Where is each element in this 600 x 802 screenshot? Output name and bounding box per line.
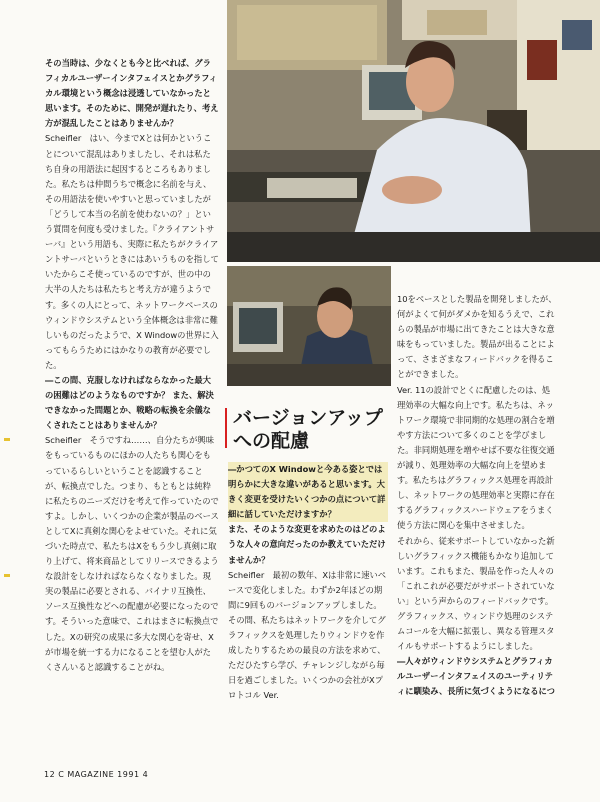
answer-text: はい、今までXとは何かということについて混乱はありましたし、それは私たち自身の用語法に起因するところもありました。私たちは仲間うちで概念に名前を与え、その用語法を使いやすいと思っていましたが「どうして本当の名前を使わないの？」という質問を何度も受けました。『クライアントサーバ』という用語も、実際に私たちがクライアントサーバというときにはあいうものを指していたからこそ使っているのですが、世の中の大半の人たちは私たちと考え方が違うようです。多くの人にとって、ネットワークベースのウィンドウシステムという全体概念は非常に難しいものだったようで、X Windowの世界に入ってもらうためにはかなりの教育が必要でした。 <box>45 133 219 370</box>
column-middle <box>228 462 388 704</box>
office-photo-illustration <box>227 0 600 262</box>
photo-interview-middle <box>227 266 391 386</box>
question-paragraph: また、そのような変更を求めたのはどのような人々の意向だったのか教えていただけませんか？ <box>228 524 386 565</box>
answer-paragraph <box>228 568 388 704</box>
page-footer: 12 C MAGAZINE 1991 4 <box>44 770 149 779</box>
answer-text: 最初の数年、Xは非常に速いペースで変化しました。わずか2年ほどの期間に9回ものバージョンアップしました。その間、私たちはネットワークを介してグラフィックスを処理したりウィンドウを作成したりするための最良の方法を求めて、ただひたすら学び、チャレンジしながら毎日を過ごしました。いくつかの会社がXプロトコル Ver. <box>228 569 387 701</box>
section-heading <box>233 407 383 453</box>
answer-paragraph: 10をベースとした製品を開発しましたが、何がよくて何がダメかを知るうえで、これらの製品が市場に出てきたことは大きな意味をもっていました。製品が出ることによって、さまざまなフィードバックを得ることができました。 <box>397 294 557 380</box>
column-left <box>45 56 219 675</box>
photo-interview-top <box>227 0 600 262</box>
question-paragraph: ―かつてのX Windowと今ある姿とでは明らかに大きな違いがあると思います。大きく変更を受けたいくつかの点について詳細に話していただけますか？ <box>228 462 388 522</box>
heading-line: バージョンアップ <box>233 407 383 429</box>
question-paragraph: その当時は、少なくとも今と比べれば、グラフィカルユーザーインタフェイスとかグラフィカル環境という概念は浸透していなかったと思います。そのために、開発が遅れたり、考え方が混乱したことはありませんか？ <box>45 58 219 129</box>
binding-mark <box>4 574 10 577</box>
heading-accent-bar <box>225 408 227 448</box>
column-right <box>397 292 557 700</box>
question-paragraph: ―人々がウィンドウシステムとグラフィカルユーザーインタフェイスのユーティリティに馴染み、長所に気づくようになるにつ <box>397 656 555 697</box>
speaker-name: Scheifler <box>228 569 265 580</box>
answer-paragraph: それから、従来サポートしていなかった新しいグラフィックス機能もかなり追加しています。これもまた、製品を作った人々の「これこれが必要だがサポートされていない」という声からのフィードバックです。グラフィックス、ウィンドウ処理のシステムコールを大幅に拡張し、異なる管理スタイルもサポートするようにしました。 <box>397 535 555 652</box>
speaker-name: Scheifler <box>45 435 82 446</box>
binding-mark <box>4 438 10 441</box>
answer-paragraph <box>45 131 219 373</box>
heading-line: への配慮 <box>233 430 310 452</box>
answer-paragraph: Ver. 11の設計でとくに配慮したのは、処理効率の大幅な向上です。私たちは、ネットワーク環境で非同期的な処理の割合を増やす方法について多くのことを学びました。非同期処理を増やせば不要な往復交通が減り、処理効率の大幅な向上を望めます。私たちはグラフィックス処理を再設計し、ネットワークの処理効率と実際に存在するグラフィックスハードウェアをうまく使う方法に関心を集中させました。 <box>397 384 555 531</box>
answer-paragraph <box>45 433 219 675</box>
speaker-name: Scheifler <box>45 133 82 144</box>
question-paragraph: ―この間、克服しなければならなかった最大の困難はどのようなものですか？ また、解決できなかった問題とか、戦略の転換を余儀なくされたことはありませんか？ <box>45 374 214 431</box>
answer-text: そうですね……、自分たちが興味をもっているものにほかの人たちも関心をもっているらしいということを認識することが、転換点でした。つまり、もともとは純粋に私たちのニーズだけを考えて作っていたのですよ。しかし、いくつかの企業が製品のベースとしてXに真剣な関心をよせていた。それに気づいた時点で、私たちはXをもう少し真剣に取り上げて、将来商品としてリリースできるような設計をしなければならなくなりました。現実の製品に必要とされる、バイナリ互換性、ソース互換性などへの配慮が必要になったのです。そういった意味で、これはまさに転換点でした。Xの研究の成果に多大な関心を寄せ、Xが市場を統一する力になることを望む人がたくさんいると認識することがね。 <box>45 435 219 672</box>
desk-photo-illustration <box>227 266 391 386</box>
